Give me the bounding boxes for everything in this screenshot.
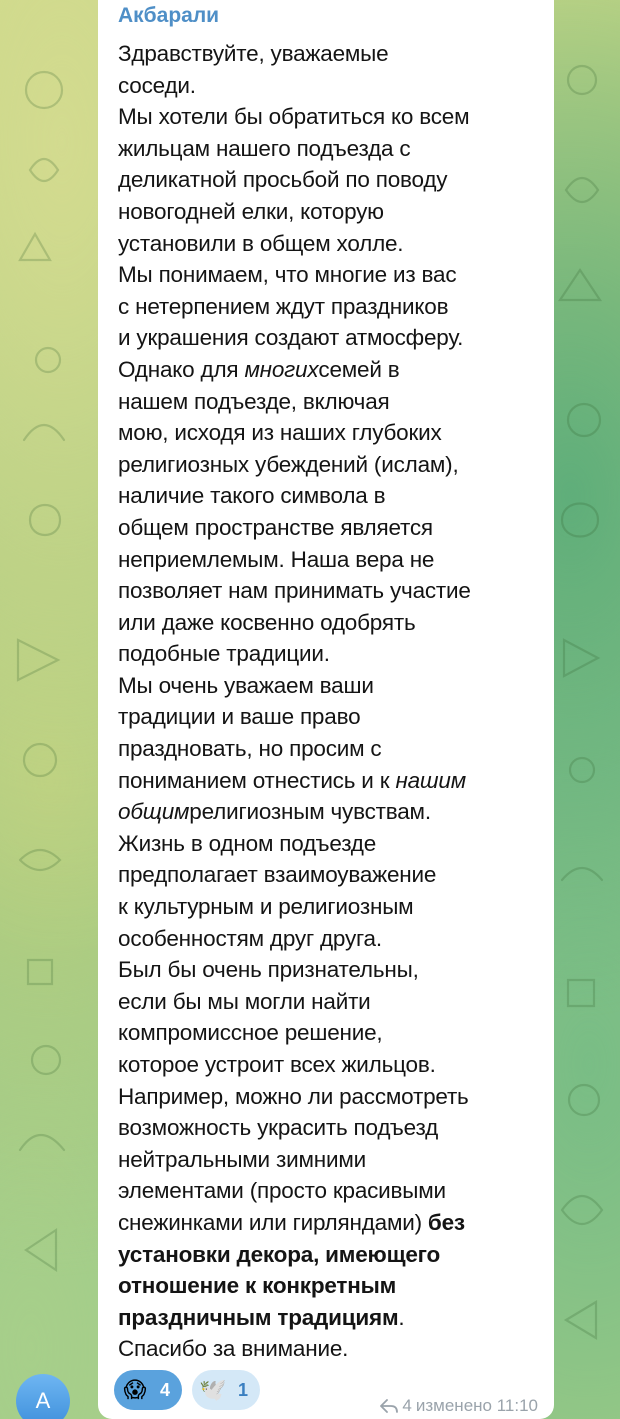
- message-line: [118, 322, 548, 354]
- text-segment: снежинками или гирляндами): [118, 1209, 428, 1235]
- text-segment: компромиссное решение,: [118, 1020, 383, 1046]
- text-segment: .: [398, 1304, 405, 1330]
- text-segment: религиозным чувствам.: [189, 799, 431, 825]
- message-line: [118, 38, 548, 70]
- text-segment: возможность украсить подъезд: [118, 1115, 439, 1141]
- message-line: [118, 133, 548, 165]
- scream-emoji-icon: 😱: [123, 1377, 147, 1402]
- message-line: [118, 259, 548, 291]
- message-line: [118, 1175, 548, 1207]
- reaction-count: 1: [238, 1379, 249, 1400]
- bold-text: установки декора, имеющего: [118, 1241, 441, 1267]
- message-line: [118, 354, 548, 386]
- text-segment: элементами (просто красивыми: [118, 1178, 446, 1204]
- reply-arrow-icon[interactable]: [380, 1398, 398, 1414]
- sender-avatar[interactable]: [16, 1374, 70, 1419]
- message-line: [118, 923, 548, 955]
- message-line: [118, 1302, 548, 1334]
- bold-text: праздничным традициям: [118, 1304, 399, 1330]
- text-segment: общем пространстве является: [118, 514, 433, 540]
- message-line: [118, 386, 548, 418]
- text-segment: Здравствуйте, уважаемые: [118, 41, 389, 66]
- message-line: [118, 101, 548, 133]
- text-segment: с нетерпением ждут праздников: [118, 293, 449, 319]
- text-segment: Мы хотели бы обратиться ко всем: [118, 104, 470, 130]
- message-line: [118, 859, 548, 891]
- message-line: [118, 954, 548, 986]
- reaction-dove[interactable]: [192, 1370, 260, 1410]
- message-line: [118, 164, 548, 196]
- message-meta: [380, 1396, 538, 1416]
- text-segment: предполагает взаимоуважение: [118, 862, 437, 888]
- message-line: [118, 638, 548, 670]
- message-line: [118, 701, 548, 733]
- message-line: [118, 575, 548, 607]
- message-line: [118, 1017, 548, 1049]
- message-line: [118, 828, 548, 860]
- text-segment: позволяет нам принимать участие: [118, 578, 471, 604]
- text-segment: особенностям друг друга.: [118, 925, 382, 951]
- text-segment: которое устроит всех жильцов.: [118, 1052, 436, 1077]
- italic-text: многих: [244, 356, 319, 382]
- reactions-row: [114, 1370, 260, 1410]
- text-segment: деликатной просьбой по поводу: [118, 167, 448, 193]
- text-segment: Спасибо за внимание.: [118, 1336, 349, 1362]
- message-line: [118, 512, 548, 544]
- text-segment: Жизнь в одном подъезде: [118, 830, 377, 856]
- text-segment: и украшения создают атмосферу.: [118, 325, 464, 351]
- text-segment: подобные традиции.: [118, 641, 330, 667]
- text-segment: праздновать, но просим с: [118, 736, 382, 762]
- dove-emoji-icon: 🕊️: [199, 1377, 227, 1402]
- text-segment: религиозных убеждений (ислам),: [118, 451, 459, 477]
- message-line: [118, 1144, 548, 1176]
- text-segment: нашем подъезде, включая: [118, 388, 390, 414]
- message-line: [118, 765, 548, 797]
- text-segment: Однако для: [118, 356, 245, 382]
- message-line: [118, 196, 548, 228]
- text-segment: или даже косвенно одобрять: [118, 609, 416, 635]
- message-line: [118, 891, 548, 923]
- message-line: [118, 1207, 548, 1239]
- text-segment: пониманием отнестись и к: [118, 767, 396, 793]
- message-line: [118, 1112, 548, 1144]
- text-segment: семей в: [318, 356, 400, 382]
- text-segment: Мы понимаем, что многие из вас: [118, 262, 457, 288]
- message-line: [118, 417, 548, 449]
- message-text: [118, 38, 548, 1365]
- message-line: [118, 70, 548, 102]
- message-line: [118, 480, 548, 512]
- message-line: [118, 1239, 548, 1271]
- italic-text: общим: [118, 799, 190, 825]
- message-line: [118, 607, 548, 639]
- text-segment: традиции и ваше право: [118, 704, 361, 730]
- text-segment: если бы мы могли найти: [118, 988, 371, 1014]
- message-line: [118, 449, 548, 481]
- message-line: [118, 796, 548, 828]
- text-segment: нейтральными зимними: [118, 1146, 366, 1172]
- reply-count[interactable]: 4: [402, 1396, 412, 1415]
- message-line: [118, 986, 548, 1018]
- message-bubble[interactable]: [98, 0, 554, 1419]
- message-line: [118, 1270, 548, 1302]
- text-segment: Например, можно ли рассмотреть: [118, 1083, 469, 1109]
- reaction-count: 4: [160, 1379, 171, 1400]
- avatar-initial: А: [35, 1388, 51, 1413]
- sender-name[interactable]: Акбарали: [118, 4, 220, 27]
- message-line: [118, 1081, 548, 1113]
- message-line: [118, 733, 548, 765]
- message-line: [118, 670, 548, 702]
- text-segment: наличие такого символа в: [118, 483, 386, 509]
- bold-text: без: [427, 1209, 465, 1235]
- text-segment: неприемлемым. Наша вера не: [118, 546, 435, 572]
- message-line: [118, 291, 548, 323]
- italic-text: нашим: [395, 767, 466, 793]
- message-line: [118, 544, 548, 576]
- text-segment: Был бы очень признательны,: [118, 957, 419, 983]
- edited-timestamp: изменено 11:10: [415, 1396, 538, 1415]
- text-segment: к культурным и религиозным: [118, 894, 414, 920]
- text-segment: Мы очень уважаем ваши: [118, 672, 374, 698]
- text-segment: установили в общем холле.: [118, 230, 404, 256]
- text-segment: соседи.: [118, 72, 196, 98]
- bold-text: отношение к конкретным: [118, 1273, 397, 1299]
- text-segment: новогодней елки, которую: [118, 198, 384, 224]
- text-segment: мою, исходя из наших глубоких: [118, 420, 442, 446]
- message-line: [118, 1333, 548, 1365]
- message-line: [118, 228, 548, 260]
- message-line: [118, 1049, 548, 1081]
- reaction-scream[interactable]: [114, 1370, 182, 1410]
- text-segment: жильцам нашего подъезда с: [118, 135, 411, 161]
